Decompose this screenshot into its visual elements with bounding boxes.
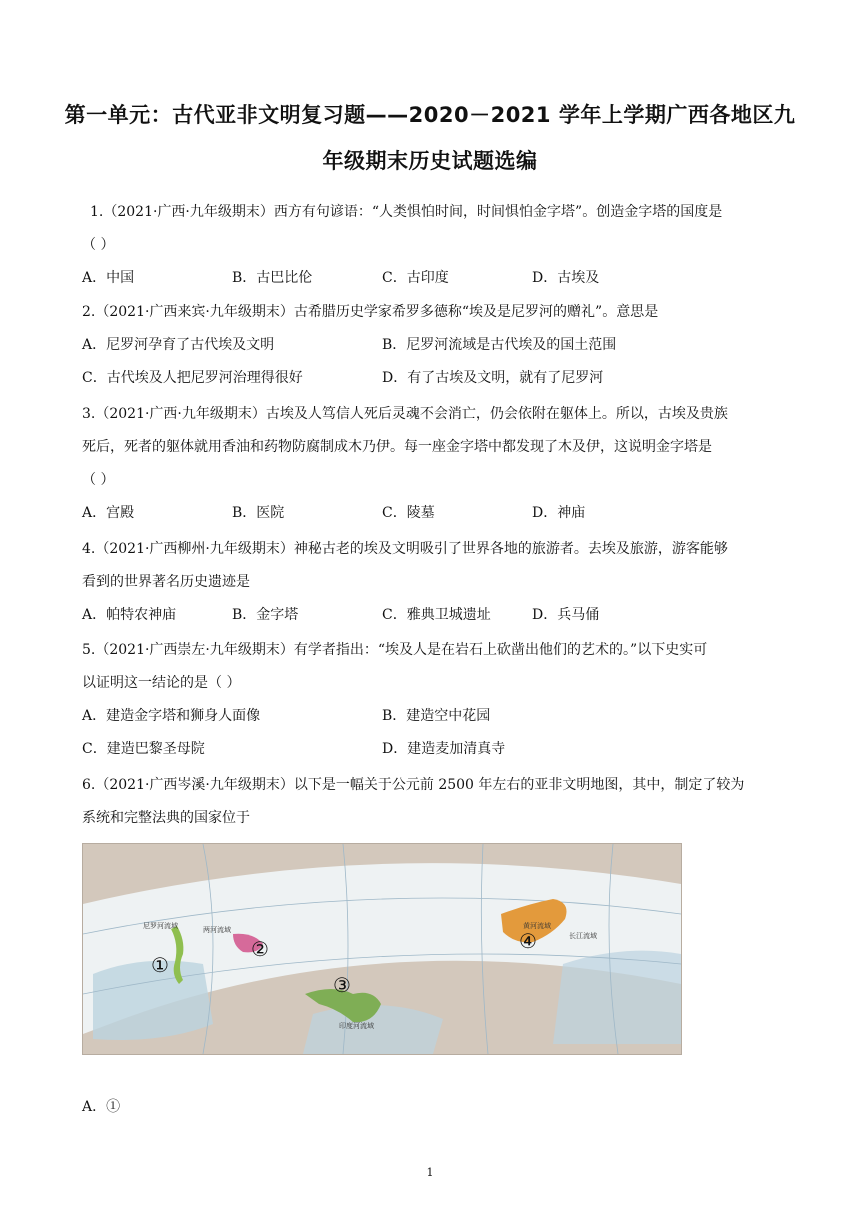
question-stem: 看到的世界著名历史遗迹是 bbox=[82, 574, 250, 590]
question-stem: 2.（2021·广西来宾·九年级期末）古希腊历史学家希罗多德称“埃及是尼罗河的赠礼”。意思是 bbox=[82, 304, 659, 320]
question-stem: 1.（2021·广西·九年级期末）西方有句谚语：“人类惧怕时间，时间惧怕金字塔”。创造金字塔的国度是 bbox=[90, 204, 723, 220]
option-a: A．① bbox=[82, 1099, 121, 1115]
option-a: A．中国 bbox=[82, 270, 135, 286]
option-b: B．金字塔 bbox=[232, 607, 299, 623]
option-b: B．古巴比伦 bbox=[232, 270, 313, 286]
option-c: C．陵墓 bbox=[382, 505, 435, 521]
label-indus: 印度河流域 bbox=[339, 1022, 374, 1030]
question-stem: 3.（2021·广西·九年级期末）古埃及人笃信人死后灵魂不会消亡，仍会依附在躯体上。所以，古埃及贵族 bbox=[82, 406, 728, 422]
question-5 bbox=[82, 634, 782, 766]
option-d: D．兵马俑 bbox=[532, 607, 600, 623]
sea-area bbox=[553, 951, 681, 1044]
question-stem: 4.（2021·广西柳州·九年级期末）神秘古老的埃及文明吸引了世界各地的旅游者。去埃及旅游，游客能够 bbox=[82, 541, 728, 557]
marker-2: ② bbox=[251, 937, 269, 961]
title-line-1: 第一单元：古代亚非文明复习题——2020－2021 学年上学期广西各地区九 bbox=[64, 103, 796, 127]
option-b: B．尼罗河流域是古代埃及的国土范围 bbox=[382, 337, 617, 353]
option-b: B．建造空中花园 bbox=[382, 708, 491, 724]
option-c: C．古印度 bbox=[382, 270, 449, 286]
question-6 bbox=[82, 769, 782, 835]
question-stem: 以证明这一结论的是（ ） bbox=[82, 675, 241, 691]
option-c: C．古代埃及人把尼罗河治理得很好 bbox=[82, 370, 303, 386]
title-line-2: 年级期末历史试题选编 bbox=[322, 149, 538, 173]
option-a: A．帕特农神庙 bbox=[82, 607, 177, 623]
question-stem: （ ） bbox=[82, 237, 115, 253]
question-stem: （ ） bbox=[82, 472, 115, 488]
map-graphic bbox=[83, 844, 681, 1054]
option-c: C．雅典卫城遗址 bbox=[382, 607, 491, 623]
question-stem: 死后，死者的躯体就用香油和药物防腐制成木乃伊。每一座金字塔中都发现了木及伊，这说明金字塔是 bbox=[82, 439, 712, 455]
document-title bbox=[60, 92, 800, 184]
option-row bbox=[82, 733, 782, 766]
option-a: A．建造金字塔和狮身人面像 bbox=[82, 708, 261, 724]
question-stem: 5.（2021·广西崇左·九年级期末）有学者指出：“埃及人是在岩石上砍凿出他们的艺术的。”以下史实可 bbox=[82, 642, 708, 658]
marker-1: ① bbox=[151, 953, 169, 977]
marker-4: ④ bbox=[519, 929, 537, 953]
option-row bbox=[82, 362, 782, 395]
option-row bbox=[82, 700, 782, 733]
option-a: A．尼罗河孕育了古代埃及文明 bbox=[82, 337, 275, 353]
option-c: C．建造巴黎圣母院 bbox=[82, 741, 205, 757]
label-yellow-river: 黄河流域 bbox=[523, 922, 551, 930]
ancient-civilizations-map bbox=[82, 843, 682, 1055]
option-row bbox=[82, 329, 782, 362]
page-number: 1 bbox=[426, 1166, 434, 1179]
question-4 bbox=[82, 533, 782, 632]
question-1 bbox=[82, 196, 782, 295]
option-d: D．有了古埃及文明，就有了尼罗河 bbox=[382, 370, 604, 386]
option-d: D．神庙 bbox=[532, 505, 586, 521]
option-row bbox=[82, 599, 782, 632]
label-mesopotamia: 两河流域 bbox=[203, 926, 231, 934]
label-yangtze: 长江流域 bbox=[569, 932, 597, 940]
option-row bbox=[82, 497, 782, 530]
option-b: B．医院 bbox=[232, 505, 285, 521]
label-nile: 尼罗河流域 bbox=[143, 922, 178, 930]
question-3 bbox=[82, 398, 782, 530]
option-a: A．宫殿 bbox=[82, 505, 135, 521]
question-2 bbox=[82, 296, 782, 395]
option-d: D．建造麦加清真寺 bbox=[382, 741, 506, 757]
option-d: D．古埃及 bbox=[532, 270, 600, 286]
option-row bbox=[82, 262, 782, 295]
question-stem: 6.（2021·广西岑溪·九年级期末）以下是一幅关于公元前 2500 年左右的亚非文明地图，其中，制定了较为 bbox=[82, 777, 745, 793]
marker-3: ③ bbox=[333, 973, 351, 997]
question-stem: 系统和完整法典的国家位于 bbox=[82, 810, 250, 826]
